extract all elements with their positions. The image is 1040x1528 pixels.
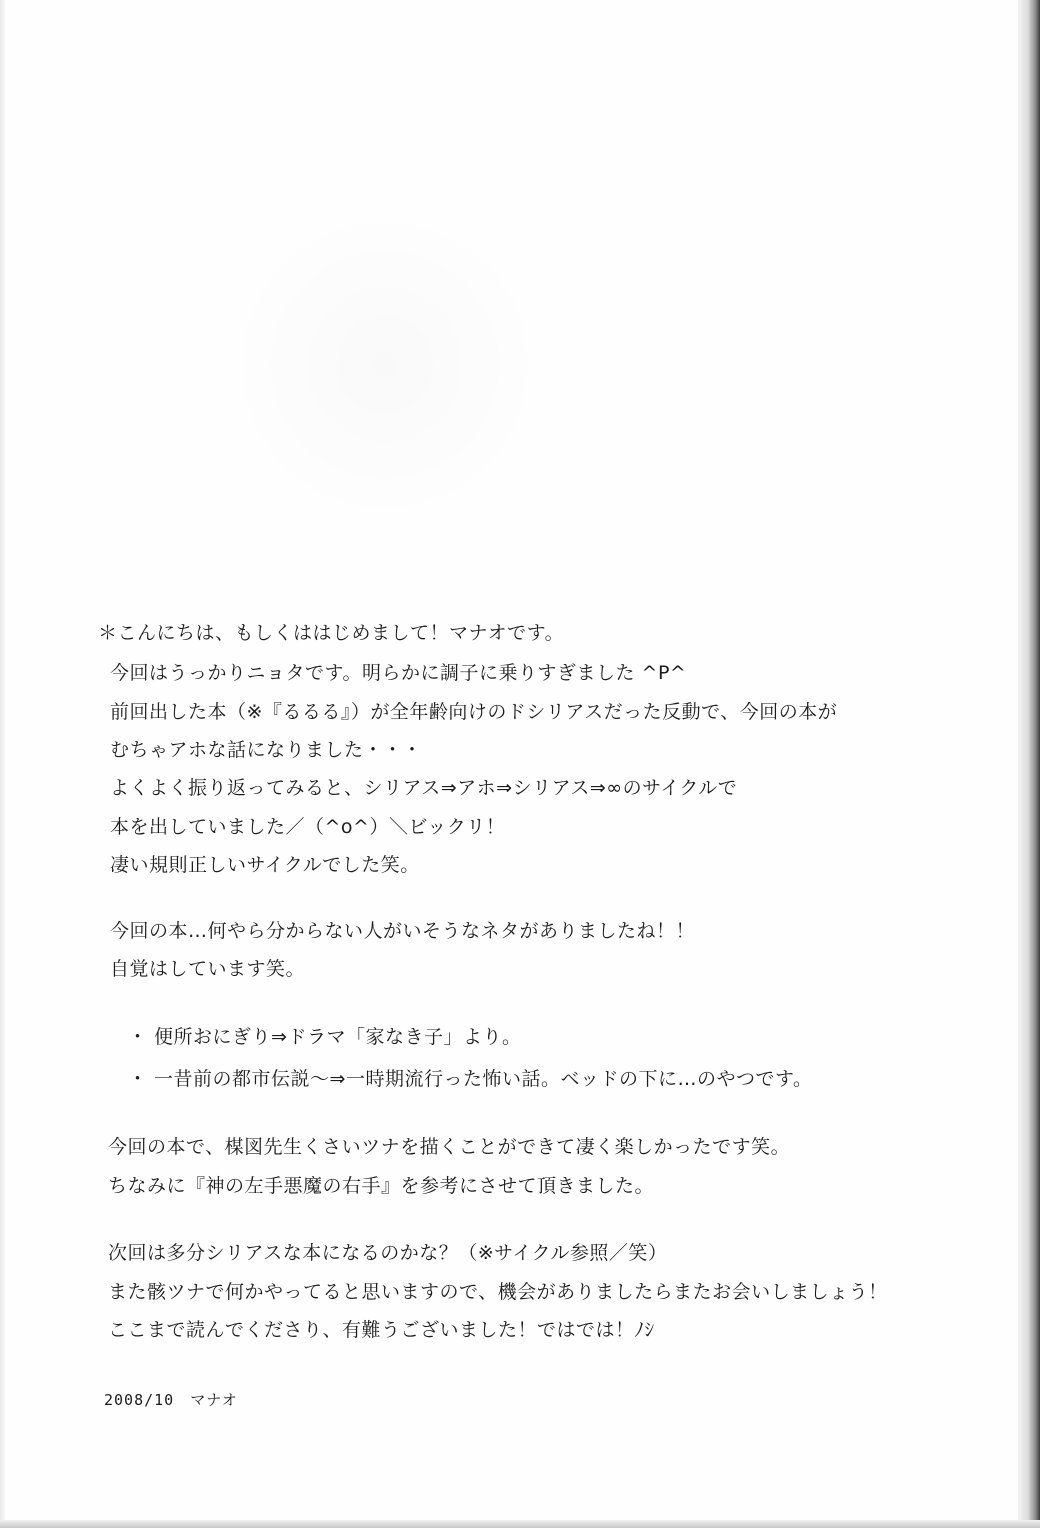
bullet-item: ・ 便所おにぎり⇒ドラマ「家なき子」より。 xyxy=(128,1026,522,1048)
afterword-line: 今回はうっかりニョタです。明らかに調子に乗りすぎました ^P^ xyxy=(110,662,687,684)
afterword-line: 次回は多分シリアスな本になるのかな？（※サイクル参照／笑） xyxy=(108,1242,668,1264)
afterword-line: 前回出した本（※『るるる』）が全年齢向けのドシリアスだった反動で、今回の本が xyxy=(110,701,838,723)
afterword-line: むちゃアホな話になりました・・・ xyxy=(110,739,423,761)
date-signature: 2008/10 マナオ xyxy=(104,1391,238,1409)
afterword-line: 今回の本で、楳図先生くさいツナを描くことができて凄く楽しかったです笑。 xyxy=(108,1136,791,1158)
afterword-line: ＊こんにちは、もしくははじめまして！マナオです。 xyxy=(98,622,565,644)
page-edge-right xyxy=(1018,0,1040,1528)
page-edge-bottom xyxy=(0,1520,1040,1528)
afterword-line: 今回の本…何やら分からない人がいそうなネタがありましたね！！ xyxy=(110,920,696,942)
afterword-line: ちなみに『神の左手悪魔の右手』を参考にさせて頂きました。 xyxy=(108,1175,655,1197)
afterword-line: 本を出していました／（^o^）＼ビックリ！ xyxy=(110,816,506,838)
page-edge-left xyxy=(0,0,6,1528)
afterword-line: また骸ツナで何かやってると思いますので、機会がありましたらまたお会いしましょう！ xyxy=(108,1281,888,1303)
afterword-line: 自覚はしています笑。 xyxy=(110,958,306,980)
afterword-line: 凄い規則正しいサイクルでした笑。 xyxy=(110,854,420,876)
afterword-line: ここまで読んでくださり、有難うございました！ではでは！ﾉｼ xyxy=(108,1319,655,1341)
afterword-line: よくよく振り返ってみると、シリアス⇒アホ⇒シリアス⇒∞のサイクルで xyxy=(110,777,738,799)
bullet-item: ・ 一昔前の都市伝説〜⇒一時期流行った怖い話。ベッドの下に…のやつです。 xyxy=(128,1068,813,1090)
show-through-ghost xyxy=(220,200,550,530)
